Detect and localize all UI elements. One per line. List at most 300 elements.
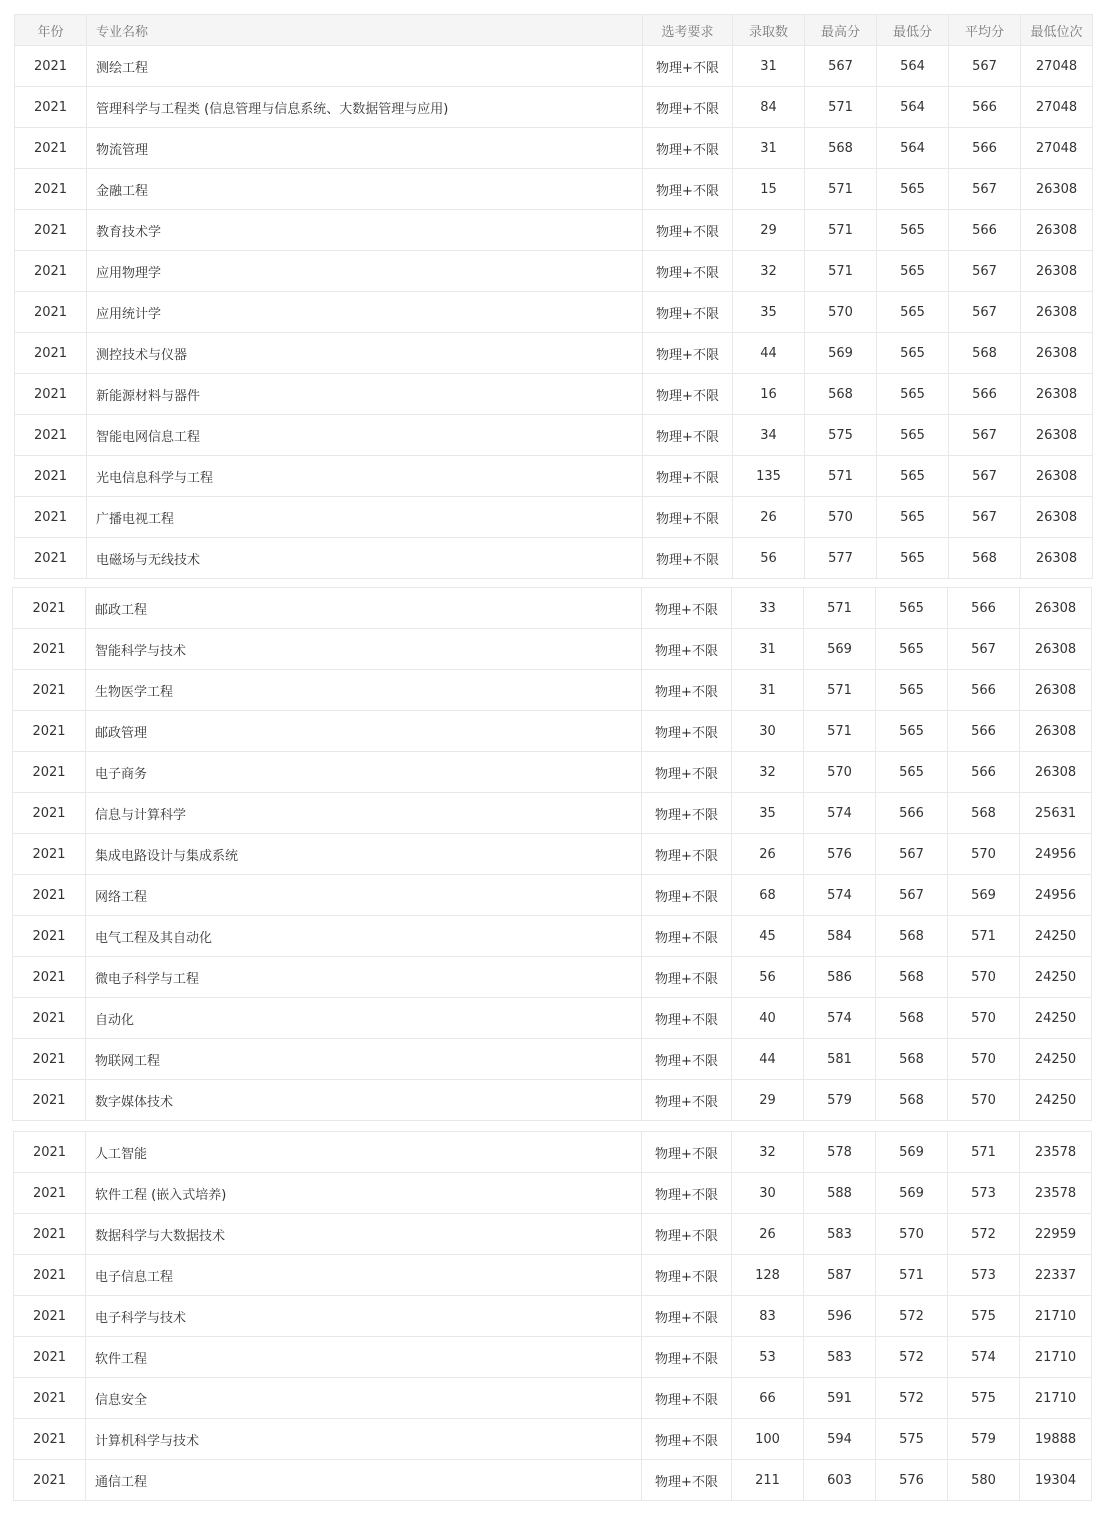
cell-subject-requirement: 物理+不限	[643, 538, 733, 579]
cell-subject-requirement: 物理+不限	[642, 1214, 732, 1255]
cell-average-score: 566	[949, 210, 1021, 251]
header-subject-requirement: 选考要求	[643, 15, 733, 46]
cell-highest-score: 571	[804, 711, 876, 752]
cell-major-name: 教育技术学	[87, 210, 643, 251]
cell-admitted-count: 32	[733, 251, 805, 292]
cell-admitted-count: 100	[732, 1419, 804, 1460]
cell-highest-score: 570	[804, 752, 876, 793]
cell-lowest-rank: 27048	[1021, 128, 1093, 169]
cell-major-name: 物联网工程	[86, 1039, 642, 1080]
cell-major-name: 物流管理	[87, 128, 643, 169]
cell-average-score: 568	[949, 333, 1021, 374]
cell-subject-requirement: 物理+不限	[642, 1132, 732, 1173]
cell-year: 2021	[15, 87, 87, 128]
cell-major-name: 新能源材料与器件	[87, 374, 643, 415]
cell-admitted-count: 44	[732, 1039, 804, 1080]
cell-lowest-rank: 26308	[1020, 588, 1092, 629]
cell-average-score: 579	[948, 1419, 1020, 1460]
table-row	[14, 1378, 1092, 1419]
cell-average-score: 567	[949, 497, 1021, 538]
cell-lowest-rank: 26308	[1021, 374, 1093, 415]
cell-subject-requirement: 物理+不限	[643, 497, 733, 538]
cell-average-score: 575	[948, 1378, 1020, 1419]
table-row	[15, 415, 1093, 456]
cell-admitted-count: 31	[733, 128, 805, 169]
cell-highest-score: 584	[804, 916, 876, 957]
table-body	[14, 1132, 1092, 1501]
cell-lowest-score: 566	[876, 793, 948, 834]
cell-subject-requirement: 物理+不限	[642, 1080, 732, 1121]
cell-year: 2021	[13, 1080, 86, 1121]
cell-major-name: 数字媒体技术	[86, 1080, 642, 1121]
cell-lowest-score: 569	[876, 1173, 948, 1214]
table-row	[14, 1419, 1092, 1460]
cell-admitted-count: 26	[733, 497, 805, 538]
cell-subject-requirement: 物理+不限	[642, 875, 732, 916]
cell-lowest-rank: 26308	[1021, 333, 1093, 374]
table-row	[15, 456, 1093, 497]
cell-admitted-count: 30	[732, 711, 804, 752]
cell-subject-requirement: 物理+不限	[643, 456, 733, 497]
cell-lowest-score: 567	[876, 834, 948, 875]
cell-lowest-rank: 26308	[1021, 292, 1093, 333]
cell-year: 2021	[15, 333, 87, 374]
cell-admitted-count: 56	[733, 538, 805, 579]
table-body	[13, 588, 1092, 1121]
cell-subject-requirement: 物理+不限	[642, 752, 732, 793]
cell-average-score: 567	[949, 456, 1021, 497]
cell-average-score: 566	[949, 128, 1021, 169]
cell-major-name: 电气工程及其自动化	[86, 916, 642, 957]
table-row	[15, 292, 1093, 333]
cell-lowest-score: 568	[876, 1039, 948, 1080]
table-row	[13, 588, 1092, 629]
table-row	[13, 875, 1092, 916]
cell-year: 2021	[13, 711, 86, 752]
cell-lowest-score: 565	[876, 711, 948, 752]
cell-subject-requirement: 物理+不限	[642, 998, 732, 1039]
cell-lowest-score: 572	[876, 1337, 948, 1378]
cell-year: 2021	[14, 1419, 86, 1460]
admission-table-part-1	[14, 14, 1093, 579]
cell-subject-requirement: 物理+不限	[642, 1378, 732, 1419]
cell-lowest-rank: 26308	[1021, 456, 1093, 497]
cell-admitted-count: 31	[732, 670, 804, 711]
cell-highest-score: 571	[804, 670, 876, 711]
cell-highest-score: 594	[804, 1419, 876, 1460]
table-row	[15, 128, 1093, 169]
cell-lowest-score: 570	[876, 1214, 948, 1255]
cell-major-name: 管理科学与工程类 (信息管理与信息系统、大数据管理与应用)	[87, 87, 643, 128]
cell-subject-requirement: 物理+不限	[642, 1460, 732, 1501]
cell-admitted-count: 15	[733, 169, 805, 210]
cell-admitted-count: 16	[733, 374, 805, 415]
cell-year: 2021	[13, 629, 86, 670]
cell-major-name: 应用物理学	[87, 251, 643, 292]
cell-average-score: 569	[948, 875, 1020, 916]
cell-highest-score: 571	[805, 210, 877, 251]
cell-lowest-score: 565	[877, 374, 949, 415]
cell-subject-requirement: 物理+不限	[642, 1039, 732, 1080]
cell-average-score: 573	[948, 1173, 1020, 1214]
cell-year: 2021	[13, 793, 86, 834]
cell-highest-score: 569	[804, 629, 876, 670]
cell-average-score: 566	[948, 588, 1020, 629]
cell-average-score: 574	[948, 1337, 1020, 1378]
cell-year: 2021	[13, 1039, 86, 1080]
table-row	[14, 1214, 1092, 1255]
cell-lowest-score: 571	[876, 1255, 948, 1296]
cell-admitted-count: 32	[732, 752, 804, 793]
cell-average-score: 572	[948, 1214, 1020, 1255]
cell-lowest-score: 565	[877, 169, 949, 210]
cell-highest-score: 569	[805, 333, 877, 374]
cell-lowest-rank: 26308	[1021, 169, 1093, 210]
cell-year: 2021	[13, 998, 86, 1039]
table-header-row	[15, 15, 1093, 46]
cell-highest-score: 574	[804, 793, 876, 834]
cell-major-name: 电子商务	[86, 752, 642, 793]
cell-lowest-score: 565	[876, 629, 948, 670]
table-row	[13, 834, 1092, 875]
cell-major-name: 智能电网信息工程	[87, 415, 643, 456]
cell-lowest-rank: 25631	[1020, 793, 1092, 834]
cell-major-name: 自动化	[86, 998, 642, 1039]
cell-highest-score: 588	[804, 1173, 876, 1214]
cell-year: 2021	[15, 456, 87, 497]
cell-admitted-count: 35	[732, 793, 804, 834]
cell-major-name: 信息安全	[86, 1378, 642, 1419]
cell-admitted-count: 53	[732, 1337, 804, 1378]
cell-average-score: 580	[948, 1460, 1020, 1501]
cell-major-name: 人工智能	[86, 1132, 642, 1173]
cell-highest-score: 578	[804, 1132, 876, 1173]
cell-major-name: 光电信息科学与工程	[87, 456, 643, 497]
cell-highest-score: 586	[804, 957, 876, 998]
cell-average-score: 570	[948, 957, 1020, 998]
cell-major-name: 软件工程 (嵌入式培养)	[86, 1173, 642, 1214]
table-row	[13, 793, 1092, 834]
cell-average-score: 570	[948, 1039, 1020, 1080]
cell-lowest-rank: 23578	[1020, 1132, 1092, 1173]
table-body	[15, 46, 1093, 579]
header-admitted-count: 录取数	[733, 15, 805, 46]
cell-highest-score: 577	[805, 538, 877, 579]
cell-major-name: 测绘工程	[87, 46, 643, 87]
cell-admitted-count: 44	[733, 333, 805, 374]
cell-subject-requirement: 物理+不限	[643, 292, 733, 333]
cell-lowest-score: 569	[876, 1132, 948, 1173]
cell-average-score: 567	[949, 415, 1021, 456]
cell-lowest-rank: 23578	[1020, 1173, 1092, 1214]
cell-year: 2021	[14, 1173, 86, 1214]
cell-admitted-count: 211	[732, 1460, 804, 1501]
cell-average-score: 566	[948, 752, 1020, 793]
cell-lowest-score: 565	[876, 670, 948, 711]
cell-subject-requirement: 物理+不限	[643, 415, 733, 456]
cell-highest-score: 603	[804, 1460, 876, 1501]
table-row	[13, 711, 1092, 752]
cell-average-score: 570	[948, 834, 1020, 875]
cell-year: 2021	[15, 46, 87, 87]
cell-major-name: 测控技术与仪器	[87, 333, 643, 374]
cell-highest-score: 576	[804, 834, 876, 875]
cell-major-name: 生物医学工程	[86, 670, 642, 711]
cell-subject-requirement: 物理+不限	[643, 333, 733, 374]
cell-lowest-score: 565	[877, 538, 949, 579]
cell-lowest-rank: 22337	[1020, 1255, 1092, 1296]
cell-subject-requirement: 物理+不限	[643, 210, 733, 251]
header-highest-score: 最高分	[805, 15, 877, 46]
cell-lowest-rank: 24250	[1020, 998, 1092, 1039]
cell-lowest-rank: 26308	[1021, 538, 1093, 579]
cell-highest-score: 570	[805, 497, 877, 538]
cell-subject-requirement: 物理+不限	[642, 588, 732, 629]
cell-subject-requirement: 物理+不限	[642, 834, 732, 875]
cell-average-score: 566	[948, 670, 1020, 711]
cell-lowest-score: 565	[877, 210, 949, 251]
cell-subject-requirement: 物理+不限	[642, 1337, 732, 1378]
cell-admitted-count: 32	[732, 1132, 804, 1173]
table-row	[14, 1255, 1092, 1296]
cell-lowest-rank: 27048	[1021, 46, 1093, 87]
cell-year: 2021	[14, 1337, 86, 1378]
cell-highest-score: 571	[804, 588, 876, 629]
cell-average-score: 575	[948, 1296, 1020, 1337]
cell-subject-requirement: 物理+不限	[643, 128, 733, 169]
cell-average-score: 573	[948, 1255, 1020, 1296]
cell-lowest-score: 565	[877, 415, 949, 456]
cell-major-name: 集成电路设计与集成系统	[86, 834, 642, 875]
table-row	[13, 670, 1092, 711]
cell-lowest-rank: 26308	[1021, 210, 1093, 251]
cell-admitted-count: 56	[732, 957, 804, 998]
cell-major-name: 软件工程	[86, 1337, 642, 1378]
cell-admitted-count: 66	[732, 1378, 804, 1419]
cell-year: 2021	[14, 1460, 86, 1501]
cell-admitted-count: 30	[732, 1173, 804, 1214]
cell-lowest-score: 564	[877, 128, 949, 169]
cell-highest-score: 574	[804, 998, 876, 1039]
cell-subject-requirement: 物理+不限	[643, 46, 733, 87]
cell-highest-score: 583	[804, 1337, 876, 1378]
cell-average-score: 568	[949, 538, 1021, 579]
cell-highest-score: 568	[805, 128, 877, 169]
cell-highest-score: 571	[805, 251, 877, 292]
cell-year: 2021	[14, 1255, 86, 1296]
cell-lowest-rank: 26308	[1020, 752, 1092, 793]
cell-highest-score: 581	[804, 1039, 876, 1080]
cell-lowest-score: 572	[876, 1296, 948, 1337]
cell-subject-requirement: 物理+不限	[642, 1296, 732, 1337]
cell-year: 2021	[13, 875, 86, 916]
cell-highest-score: 575	[805, 415, 877, 456]
cell-lowest-score: 572	[876, 1378, 948, 1419]
cell-year: 2021	[15, 210, 87, 251]
cell-lowest-rank: 19888	[1020, 1419, 1092, 1460]
cell-admitted-count: 68	[732, 875, 804, 916]
cell-lowest-rank: 27048	[1021, 87, 1093, 128]
cell-admitted-count: 29	[733, 210, 805, 251]
cell-major-name: 广播电视工程	[87, 497, 643, 538]
cell-year: 2021	[15, 251, 87, 292]
cell-average-score: 571	[948, 916, 1020, 957]
table-row	[15, 46, 1093, 87]
cell-admitted-count: 83	[732, 1296, 804, 1337]
cell-year: 2021	[15, 497, 87, 538]
table-row	[14, 1337, 1092, 1378]
cell-year: 2021	[14, 1214, 86, 1255]
header-lowest-score: 最低分	[877, 15, 949, 46]
cell-major-name: 数据科学与大数据技术	[86, 1214, 642, 1255]
cell-subject-requirement: 物理+不限	[643, 251, 733, 292]
cell-year: 2021	[15, 128, 87, 169]
cell-year: 2021	[15, 292, 87, 333]
cell-major-name: 邮政工程	[86, 588, 642, 629]
cell-highest-score: 571	[805, 87, 877, 128]
cell-subject-requirement: 物理+不限	[643, 374, 733, 415]
cell-year: 2021	[13, 957, 86, 998]
cell-major-name: 信息与计算科学	[86, 793, 642, 834]
cell-major-name: 网络工程	[86, 875, 642, 916]
cell-year: 2021	[15, 415, 87, 456]
cell-average-score: 570	[948, 998, 1020, 1039]
cell-subject-requirement: 物理+不限	[643, 169, 733, 210]
cell-lowest-rank: 24250	[1020, 1080, 1092, 1121]
cell-subject-requirement: 物理+不限	[642, 670, 732, 711]
cell-lowest-score: 567	[876, 875, 948, 916]
cell-lowest-score: 565	[877, 292, 949, 333]
cell-lowest-rank: 26308	[1021, 251, 1093, 292]
table-row	[15, 333, 1093, 374]
cell-lowest-rank: 24956	[1020, 834, 1092, 875]
cell-subject-requirement: 物理+不限	[643, 87, 733, 128]
cell-year: 2021	[13, 670, 86, 711]
cell-year: 2021	[13, 916, 86, 957]
cell-lowest-score: 565	[876, 588, 948, 629]
cell-major-name: 邮政管理	[86, 711, 642, 752]
cell-average-score: 567	[949, 169, 1021, 210]
table-row	[15, 538, 1093, 579]
cell-average-score: 571	[948, 1132, 1020, 1173]
cell-major-name: 电磁场与无线技术	[87, 538, 643, 579]
table-row	[15, 87, 1093, 128]
admission-table-part-2	[12, 587, 1092, 1121]
header-year: 年份	[15, 15, 87, 46]
table-row	[15, 210, 1093, 251]
cell-highest-score: 571	[805, 169, 877, 210]
cell-admitted-count: 29	[732, 1080, 804, 1121]
cell-highest-score: 570	[805, 292, 877, 333]
cell-year: 2021	[14, 1378, 86, 1419]
cell-average-score: 567	[949, 46, 1021, 87]
cell-highest-score: 574	[804, 875, 876, 916]
cell-lowest-rank: 26308	[1021, 497, 1093, 538]
cell-subject-requirement: 物理+不限	[642, 916, 732, 957]
cell-admitted-count: 31	[733, 46, 805, 87]
cell-subject-requirement: 物理+不限	[642, 711, 732, 752]
table-row	[13, 1080, 1092, 1121]
cell-lowest-rank: 19304	[1020, 1460, 1092, 1501]
header-lowest-rank: 最低位次	[1021, 15, 1093, 46]
cell-lowest-rank: 24250	[1020, 916, 1092, 957]
table-row	[14, 1460, 1092, 1501]
header-average-score: 平均分	[949, 15, 1021, 46]
cell-average-score: 567	[949, 292, 1021, 333]
cell-average-score: 567	[949, 251, 1021, 292]
cell-subject-requirement: 物理+不限	[642, 1255, 732, 1296]
cell-admitted-count: 26	[732, 1214, 804, 1255]
cell-year: 2021	[13, 752, 86, 793]
table-row	[14, 1296, 1092, 1337]
cell-subject-requirement: 物理+不限	[642, 1419, 732, 1460]
cell-highest-score: 579	[804, 1080, 876, 1121]
cell-lowest-rank: 21710	[1020, 1296, 1092, 1337]
cell-major-name: 金融工程	[87, 169, 643, 210]
cell-year: 2021	[13, 588, 86, 629]
cell-highest-score: 587	[804, 1255, 876, 1296]
table-row	[13, 916, 1092, 957]
table-row	[14, 1132, 1092, 1173]
cell-major-name: 通信工程	[86, 1460, 642, 1501]
cell-lowest-score: 565	[877, 497, 949, 538]
cell-lowest-rank: 26308	[1020, 670, 1092, 711]
cell-lowest-score: 564	[877, 87, 949, 128]
table-row	[15, 374, 1093, 415]
table-row	[13, 1039, 1092, 1080]
cell-average-score: 568	[948, 793, 1020, 834]
table-row	[14, 1173, 1092, 1214]
cell-year: 2021	[15, 374, 87, 415]
cell-major-name: 计算机科学与技术	[86, 1419, 642, 1460]
cell-lowest-rank: 24956	[1020, 875, 1092, 916]
cell-major-name: 电子信息工程	[86, 1255, 642, 1296]
cell-average-score: 566	[949, 374, 1021, 415]
cell-major-name: 微电子科学与工程	[86, 957, 642, 998]
table-row	[15, 251, 1093, 292]
cell-lowest-rank: 21710	[1020, 1337, 1092, 1378]
cell-lowest-score: 568	[876, 957, 948, 998]
cell-lowest-score: 575	[876, 1419, 948, 1460]
cell-year: 2021	[13, 834, 86, 875]
cell-subject-requirement: 物理+不限	[642, 1173, 732, 1214]
admission-table-part-3	[13, 1131, 1092, 1501]
cell-average-score: 567	[948, 629, 1020, 670]
cell-admitted-count: 31	[732, 629, 804, 670]
cell-lowest-rank: 21710	[1020, 1378, 1092, 1419]
cell-lowest-score: 576	[876, 1460, 948, 1501]
cell-admitted-count: 45	[732, 916, 804, 957]
cell-major-name: 应用统计学	[87, 292, 643, 333]
cell-lowest-score: 568	[876, 1080, 948, 1121]
cell-highest-score: 596	[804, 1296, 876, 1337]
cell-highest-score: 583	[804, 1214, 876, 1255]
cell-lowest-score: 564	[877, 46, 949, 87]
cell-subject-requirement: 物理+不限	[642, 629, 732, 670]
cell-highest-score: 568	[805, 374, 877, 415]
cell-admitted-count: 40	[732, 998, 804, 1039]
cell-lowest-rank: 26308	[1020, 711, 1092, 752]
cell-major-name: 电子科学与技术	[86, 1296, 642, 1337]
cell-lowest-rank: 22959	[1020, 1214, 1092, 1255]
cell-highest-score: 591	[804, 1378, 876, 1419]
cell-average-score: 566	[949, 87, 1021, 128]
table-row	[13, 752, 1092, 793]
cell-year: 2021	[15, 538, 87, 579]
cell-admitted-count: 128	[732, 1255, 804, 1296]
cell-lowest-score: 565	[877, 333, 949, 374]
table-row	[13, 957, 1092, 998]
